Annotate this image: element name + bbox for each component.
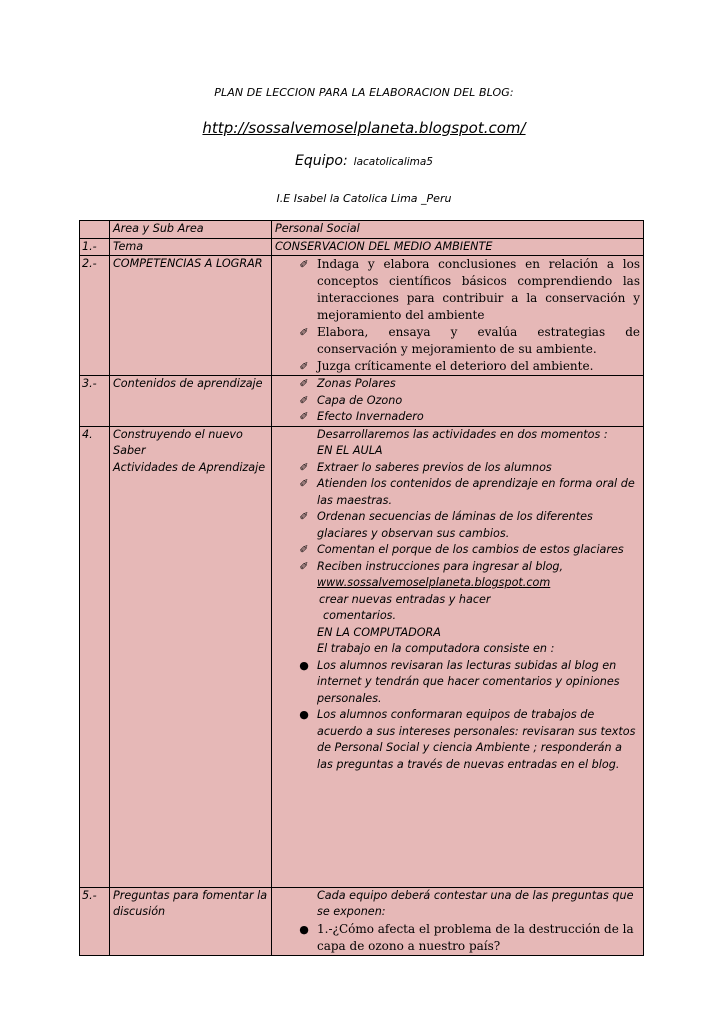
table-row bbox=[80, 221, 644, 239]
row-label: Area y Sub Area bbox=[110, 221, 272, 239]
pencil-icon: ✐ bbox=[299, 377, 309, 390]
pencil-icon: ✐ bbox=[299, 326, 309, 339]
pencil-icon: ✐ bbox=[299, 410, 309, 423]
team-name: lacatolicalima5 bbox=[353, 156, 433, 168]
list-item: ✐ Atienden los contenidos de aprendizaje en forma oral de las maestras. bbox=[275, 476, 640, 509]
activities-cell bbox=[272, 426, 644, 887]
list-item: ✐ Indaga y elabora conclusiones en relación a los conceptos científicos básicos comprendiendo las interacciones para contribuir a la conservación y mejoramiento del ambiente bbox=[275, 256, 640, 324]
list-item: ● Los alumnos conformaran equipos de trabajos de acuerdo a sus intereses personales: revisaran sus textos de Personal Social y ciencia Ambiente ; responderán a las preguntas a través de nuevas entradas en el blog. bbox=[275, 707, 640, 773]
table-row bbox=[80, 256, 644, 376]
bullet-icon: ● bbox=[299, 658, 309, 672]
table-row bbox=[80, 238, 644, 256]
list-item: ✐ Zonas Polares bbox=[275, 376, 640, 393]
row-label-line: Actividades de Aprendizaje bbox=[113, 460, 266, 474]
row-label: COMPETENCIAS A LOGRAR bbox=[110, 256, 272, 376]
pencil-icon: ✐ bbox=[299, 258, 309, 271]
blog-link[interactable]: www.sossalvemoselplaneta.blogspot.com bbox=[317, 576, 551, 589]
list-item: ● 1.-¿Cómo afecta el problema de la destrucción de la capa de ozono a nuestro país? bbox=[275, 921, 640, 955]
row-number: 5.- bbox=[80, 887, 110, 955]
list-item: ✐ Efecto Invernadero bbox=[275, 409, 640, 426]
team-label: Equipo: bbox=[295, 153, 348, 169]
pencil-icon: ✐ bbox=[299, 393, 309, 407]
list-item: ✐ Juzga críticamente el deterioro del ambiente. bbox=[275, 358, 640, 375]
list-item: ● Los alumnos revisaran las lecturas subidas al blog en internet y tendrán que hacer comentarios y opiniones personales. bbox=[275, 658, 640, 708]
contents-cell bbox=[272, 376, 644, 427]
after-link-text: comentarios. bbox=[323, 609, 397, 622]
document-title: PLAN DE LECCION PARA LA ELABORACION DEL BLOG: bbox=[214, 86, 514, 99]
list-item: ✐ Extraer lo saberes previos de los alumnos bbox=[275, 460, 640, 477]
table-row bbox=[80, 376, 644, 427]
row-value: CONSERVACION DEL MEDIO AMBIENTE bbox=[272, 238, 644, 256]
after-link-text: crear nuevas entradas y hacer bbox=[319, 592, 491, 606]
questions-cell bbox=[272, 887, 644, 955]
competencies-cell bbox=[272, 256, 644, 376]
row-label-line: Saber bbox=[113, 444, 146, 457]
row-label: Contenidos de aprendizaje bbox=[110, 376, 272, 427]
table-row bbox=[80, 426, 644, 887]
row-number bbox=[80, 221, 110, 239]
pencil-icon: ✐ bbox=[299, 510, 309, 523]
row-number: 2.- bbox=[80, 256, 110, 376]
row-number: 4. bbox=[80, 426, 110, 887]
list-item: ✐ Elabora, ensaya y evalúa estrategias de conservación y mejoramiento de su ambiente. bbox=[275, 324, 640, 358]
table-row bbox=[80, 887, 644, 955]
list-item: ✐ Capa de Ozono bbox=[275, 393, 640, 410]
activities-intro: Desarrollaremos las actividades en dos momentos : bbox=[317, 427, 608, 441]
pencil-icon: ✐ bbox=[299, 543, 309, 556]
row-value: Personal Social bbox=[272, 221, 644, 239]
row-label: Preguntas para fomentar la discusión bbox=[110, 887, 272, 955]
list-item: ✐ Comentan el porque de los cambios de estos glaciares bbox=[275, 542, 640, 559]
row-label: Tema bbox=[110, 238, 272, 256]
row-number: 1.- bbox=[80, 238, 110, 256]
pencil-icon: ✐ bbox=[299, 360, 309, 373]
row-label bbox=[110, 426, 272, 887]
computer-intro: El trabajo en la computadora consiste en : bbox=[317, 642, 555, 655]
pencil-icon: ✐ bbox=[299, 477, 309, 490]
lesson-plan-table bbox=[79, 220, 644, 956]
section-heading: EN LA COMPUTADORA bbox=[317, 625, 441, 639]
section-heading: EN EL AULA bbox=[317, 444, 383, 457]
list-item: ✐ Reciben instrucciones para ingresar al blog, bbox=[275, 559, 640, 576]
questions-intro: Cada equipo deberá contestar una de las preguntas que se exponen: bbox=[317, 888, 634, 918]
pencil-icon: ✐ bbox=[299, 559, 309, 573]
school-name: I.E Isabel la Catolica Lima _Peru bbox=[276, 192, 452, 205]
team-line bbox=[0, 153, 728, 169]
bullet-icon: ● bbox=[299, 922, 309, 936]
blog-url-link[interactable]: http://sossalvemoselplaneta.blogspot.com/ bbox=[202, 119, 526, 137]
bullet-icon: ● bbox=[299, 708, 309, 721]
list-item: ✐ Ordenan secuencias de láminas de los diferentes glaciares y observan sus cambios. bbox=[275, 509, 640, 542]
row-label-line: Construyendo el nuevo bbox=[113, 427, 243, 441]
pencil-icon: ✐ bbox=[299, 460, 309, 474]
row-number: 3.- bbox=[80, 376, 110, 427]
